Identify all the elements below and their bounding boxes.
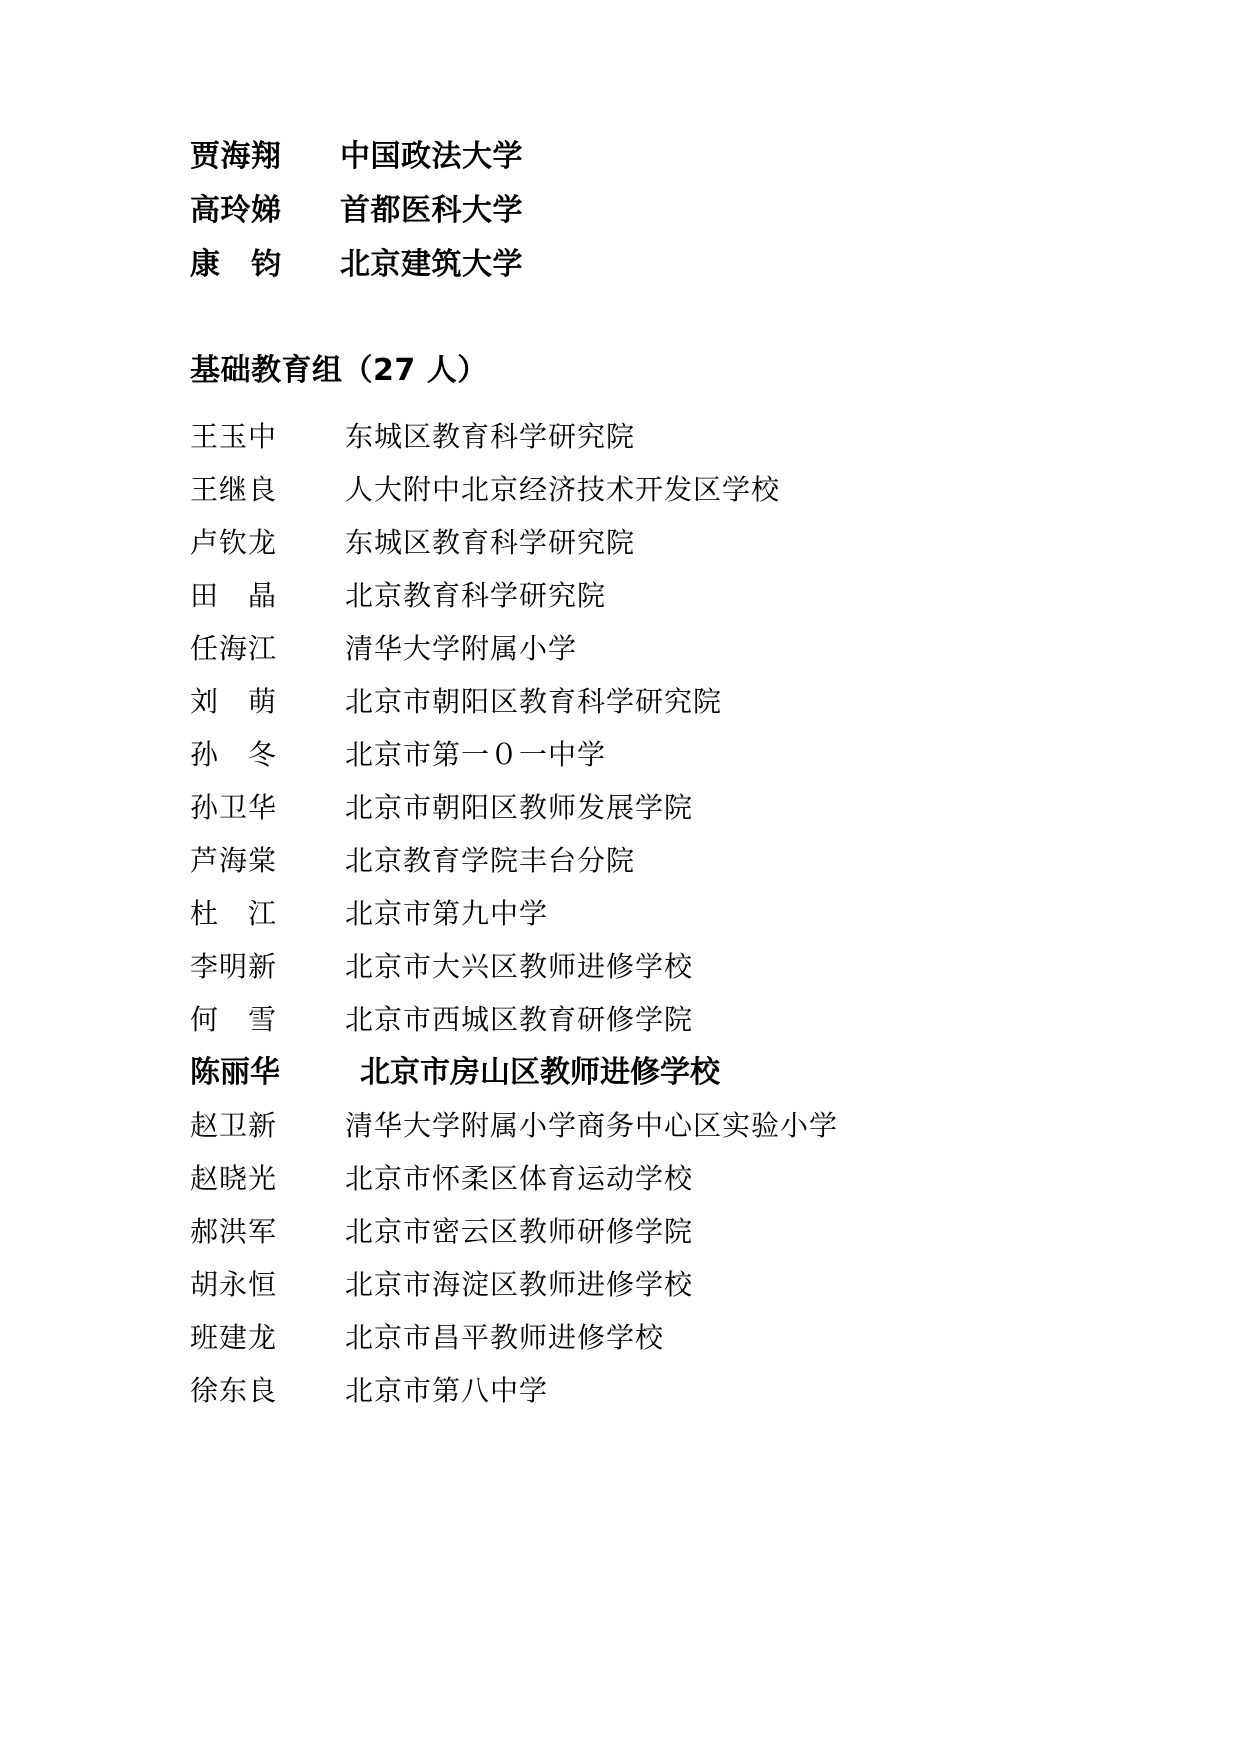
person-name: 卢钦龙	[190, 526, 278, 559]
list-item	[190, 184, 1090, 238]
person-name: 赵晓光	[190, 1162, 278, 1195]
list-item	[190, 675, 1090, 728]
person-organization: 北京市第九中学	[345, 897, 549, 930]
person-organization: 北京市第一０一中学	[345, 738, 607, 771]
section-spacer	[190, 292, 1090, 348]
person-name: 班建龙	[190, 1321, 278, 1354]
document-content	[190, 130, 1090, 1417]
list-item	[190, 887, 1090, 940]
section-heading: 基础教育组（27 人）	[190, 353, 488, 388]
person-organization: 首都医科大学	[340, 193, 523, 228]
person-name: 王继良	[190, 473, 278, 506]
list-item	[190, 1258, 1090, 1311]
list-item	[190, 728, 1090, 781]
person-organization: 北京建筑大学	[340, 247, 523, 282]
person-name: 高玲娣	[190, 193, 282, 228]
person-organization: 北京市朝阳区教师发展学院	[345, 791, 694, 824]
person-name: 田 晶	[190, 579, 278, 612]
list-item	[190, 993, 1090, 1046]
person-name: 杜 江	[190, 897, 278, 930]
person-name: 芦海棠	[190, 844, 278, 877]
list-item	[190, 410, 1090, 463]
list-item	[190, 463, 1090, 516]
list-item	[190, 1205, 1090, 1258]
list-item	[190, 1152, 1090, 1205]
person-organization: 中国政法大学	[340, 139, 523, 174]
list-item	[190, 781, 1090, 834]
list-item	[190, 940, 1090, 993]
list-item	[190, 1364, 1090, 1417]
list-item	[190, 1046, 1090, 1099]
list-item	[190, 130, 1090, 184]
person-organization: 北京市大兴区教师进修学校	[345, 950, 694, 983]
person-organization: 北京市朝阳区教育科学研究院	[345, 685, 723, 718]
person-organization: 北京市怀柔区体育运动学校	[345, 1162, 694, 1195]
person-organization: 北京市海淀区教师进修学校	[345, 1268, 694, 1301]
person-organization: 北京市西城区教育研修学院	[345, 1003, 694, 1036]
person-name: 康 钧	[190, 247, 282, 282]
person-name: 孙卫华	[190, 791, 278, 824]
person-name: 任海江	[190, 632, 278, 665]
list-item	[190, 1311, 1090, 1364]
person-name: 郝洪军	[190, 1215, 278, 1248]
person-organization: 北京市密云区教师研修学院	[345, 1215, 694, 1248]
list-item	[190, 1099, 1090, 1152]
list-item	[190, 516, 1090, 569]
list-item	[190, 569, 1090, 622]
person-name: 胡永恒	[190, 1268, 278, 1301]
person-organization: 东城区教育科学研究院	[345, 526, 636, 559]
person-organization: 东城区教育科学研究院	[345, 420, 636, 453]
person-name: 徐东良	[190, 1374, 278, 1407]
person-name: 贾海翔	[190, 139, 282, 174]
person-organization: 清华大学附属小学商务中心区实验小学	[345, 1109, 839, 1142]
person-organization: 北京市昌平教师进修学校	[345, 1321, 665, 1354]
person-name: 陈丽华	[190, 1055, 280, 1090]
person-organization: 清华大学附属小学	[345, 632, 578, 665]
person-name: 何 雪	[190, 1003, 278, 1036]
person-name: 孙 冬	[190, 738, 278, 771]
person-organization: 人大附中北京经济技术开发区学校	[345, 473, 781, 506]
person-organization: 北京教育科学研究院	[345, 579, 607, 612]
person-name: 李明新	[190, 950, 278, 983]
list-item	[190, 238, 1090, 292]
person-name: 刘 萌	[190, 685, 278, 718]
person-name: 王玉中	[190, 420, 278, 453]
person-name: 赵卫新	[190, 1109, 278, 1142]
person-organization: 北京教育学院丰台分院	[345, 844, 636, 877]
list-item	[190, 834, 1090, 887]
person-organization: 北京市第八中学	[345, 1374, 549, 1407]
list-item	[190, 622, 1090, 675]
person-organization: 北京市房山区教师进修学校	[360, 1055, 720, 1090]
